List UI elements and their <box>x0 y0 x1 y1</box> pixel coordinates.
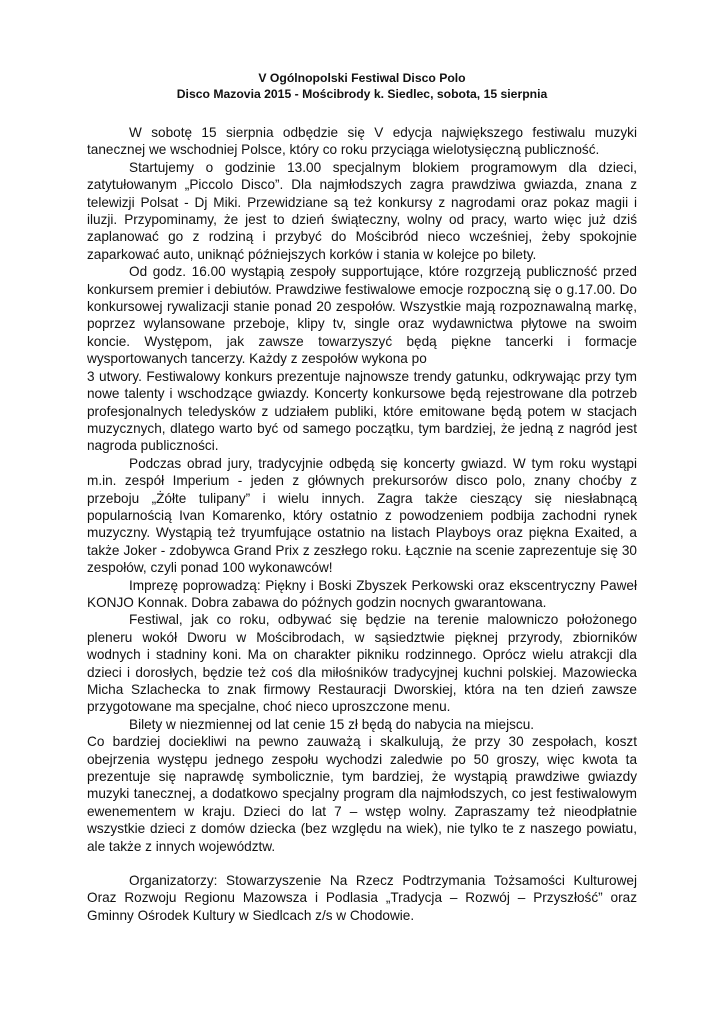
paragraph-gap <box>87 855 637 872</box>
document-content <box>87 70 637 924</box>
document-subtitle: Disco Mazovia 2015 - Mościbrody k. Siedlec, sobota, 15 sierpnia <box>176 87 548 101</box>
document-body <box>87 124 637 924</box>
organizers-paragraph: Organizatorzy: Stowarzyszenie Na Rzecz Podtrzymania Tożsamości Kulturowej Oraz Rozwoju Regionu Mazowsza i Podlasia „Tradycja – Rozwój – Przyszłość” oraz Gminny Ośrodek Kultury w Siedlcach z/s w Chodowie. <box>87 873 637 923</box>
paragraph: W sobotę 15 sierpnia odbędzie się V edycja największego festiwalu muzyki tanecznej we wschodniej Polsce, który co roku przyciąga wielotysięczną publiczność. <box>87 125 637 158</box>
paragraph: Co bardziej dociekliwi na pewno zauważą i skalkulują, że przy 30 zespołach, koszt obejrzenia występu jednego zespołu wychodzi zaledwie po 50 groszy, więc kwota ta prezentuje się naprawdę symbolicznie, tym bardziej, że wystąpią prawdziwe gwiazdy muzyki tanecznej, a dodatkowo specjalny program dla najmłodszych, co jest festiwalowym ewenementem w kraju. Dzieci do lat 7 – wstęp wolny. Zapraszamy też nieodpłatnie wszystkie dzieci z domów dziecka (bez względu na wiek), nie tylko te z naszego powiatu, ale także z innych województw. <box>87 734 637 854</box>
paragraph: 3 utwory. Festiwalowy konkurs prezentuje najnowsze trendy gatunku, odkrywając przy tym nowe talenty i wschodzące gwiazdy. Koncerty konkursowe będą rejestrowane dla potrzeb profesjonalnych teledysków z udziałem publiki, które emitowane będą potem w stacjach muzycznych, dlatego warto być od samego początku, tym bardziej, że jedną z nagród jest nagroda publiczności. <box>87 368 637 454</box>
paragraph: Imprezę poprowadzą: Piękny i Boski Zbyszek Perkowski oraz ekscentryczny Paweł KONJO Konnak. Dobra zabawa do późnych godzin nocnych gwarantowana. <box>87 577 637 610</box>
paragraph: Bilety w niezmiennej od lat cenie 15 zł będą do nabycia na miejscu. <box>129 716 535 732</box>
paragraph: Festiwal, jak co roku, odbywać się będzie na terenie malowniczo położonego pleneru wokół Dworu w Mościbrodach, w sąsiedztwie pięknej przyrody, zbiorników wodnych i stadniny koni. Ma on charakter pikniku rodzinnego. Oprócz wielu atrakcji dla dzieci i dorosłych, będzie też coś dla miłośników tradycyjnej kuchni polskiej. Mazowiecka Micha Szlachecka to znak firmowy Restauracji Dworskiej, która na ten dzień zawsze przygotowane ma specjalne, choć nieco uproszczone menu. <box>87 612 637 715</box>
paragraph: Startujemy o godzinie 13.00 specjalnym blokiem programowym dla dzieci, zatytułowanym „Piccolo Disco”. Dla najmłodszych zagra prawdziwa gwiazda, znana z telewizji Polsat - Dj Miki. Przewidziane są też konkursy z nagrodami oraz pokaz magii i iluzji. Przypominamy, że jest to dzień świąteczny, wolny od pracy, warto więc już dziś zaplanować go z rodziną i przybyć do Mościbród nieco wcześniej, żeby spokojnie zaparkować auto, uniknąć późniejszych korków i stania w kolejce po bilety. <box>87 159 637 262</box>
paragraph: Od godz. 16.00 wystąpią zespoły supportujące, które rozgrzeją publiczność przed konkursem premier i debiutów. Prawdziwe festiwalowe emocje rozpoczną się o g.17.00. Do konkursowej rywalizacji stanie ponad 20 zespołów. Wszystkie mają rozpoznawalną markę, poprzez wylansowane przeboje, klipy tv, single oraz wydawnictwa płytowe na swoim koncie. Występom, jak zawsze towarzyszyć będą piękne tancerki i formacje wysportowanych tancerzy. Każdy z zespołów wykona po <box>87 264 637 367</box>
document-title: V Ogólnopolski Festiwal Disco Polo <box>258 71 466 85</box>
paragraph: Podczas obrad jury, tradycyjnie odbędą się koncerty gwiazd. W tym roku wystąpi m.in. zespół Imperium - jeden z głównych prekursorów disco polo, znany choćby z przeboju „Żółte tulipany” i wielu innych. Zagra także cieszący się niesłabnącą popularnością Ivan Komarenko, który ostatnio z powodzeniem podbija zachodni rynek muzyczny. Wystąpią też tryumfujące ostatnio na listach Playboys oraz piękna Exaited, a także Joker - zdobywca Grand Prix z zeszłego roku. Łącznie na scenie zaprezentuje się 30 zespołów, czyli ponad 100 wykonawców! <box>87 455 637 576</box>
